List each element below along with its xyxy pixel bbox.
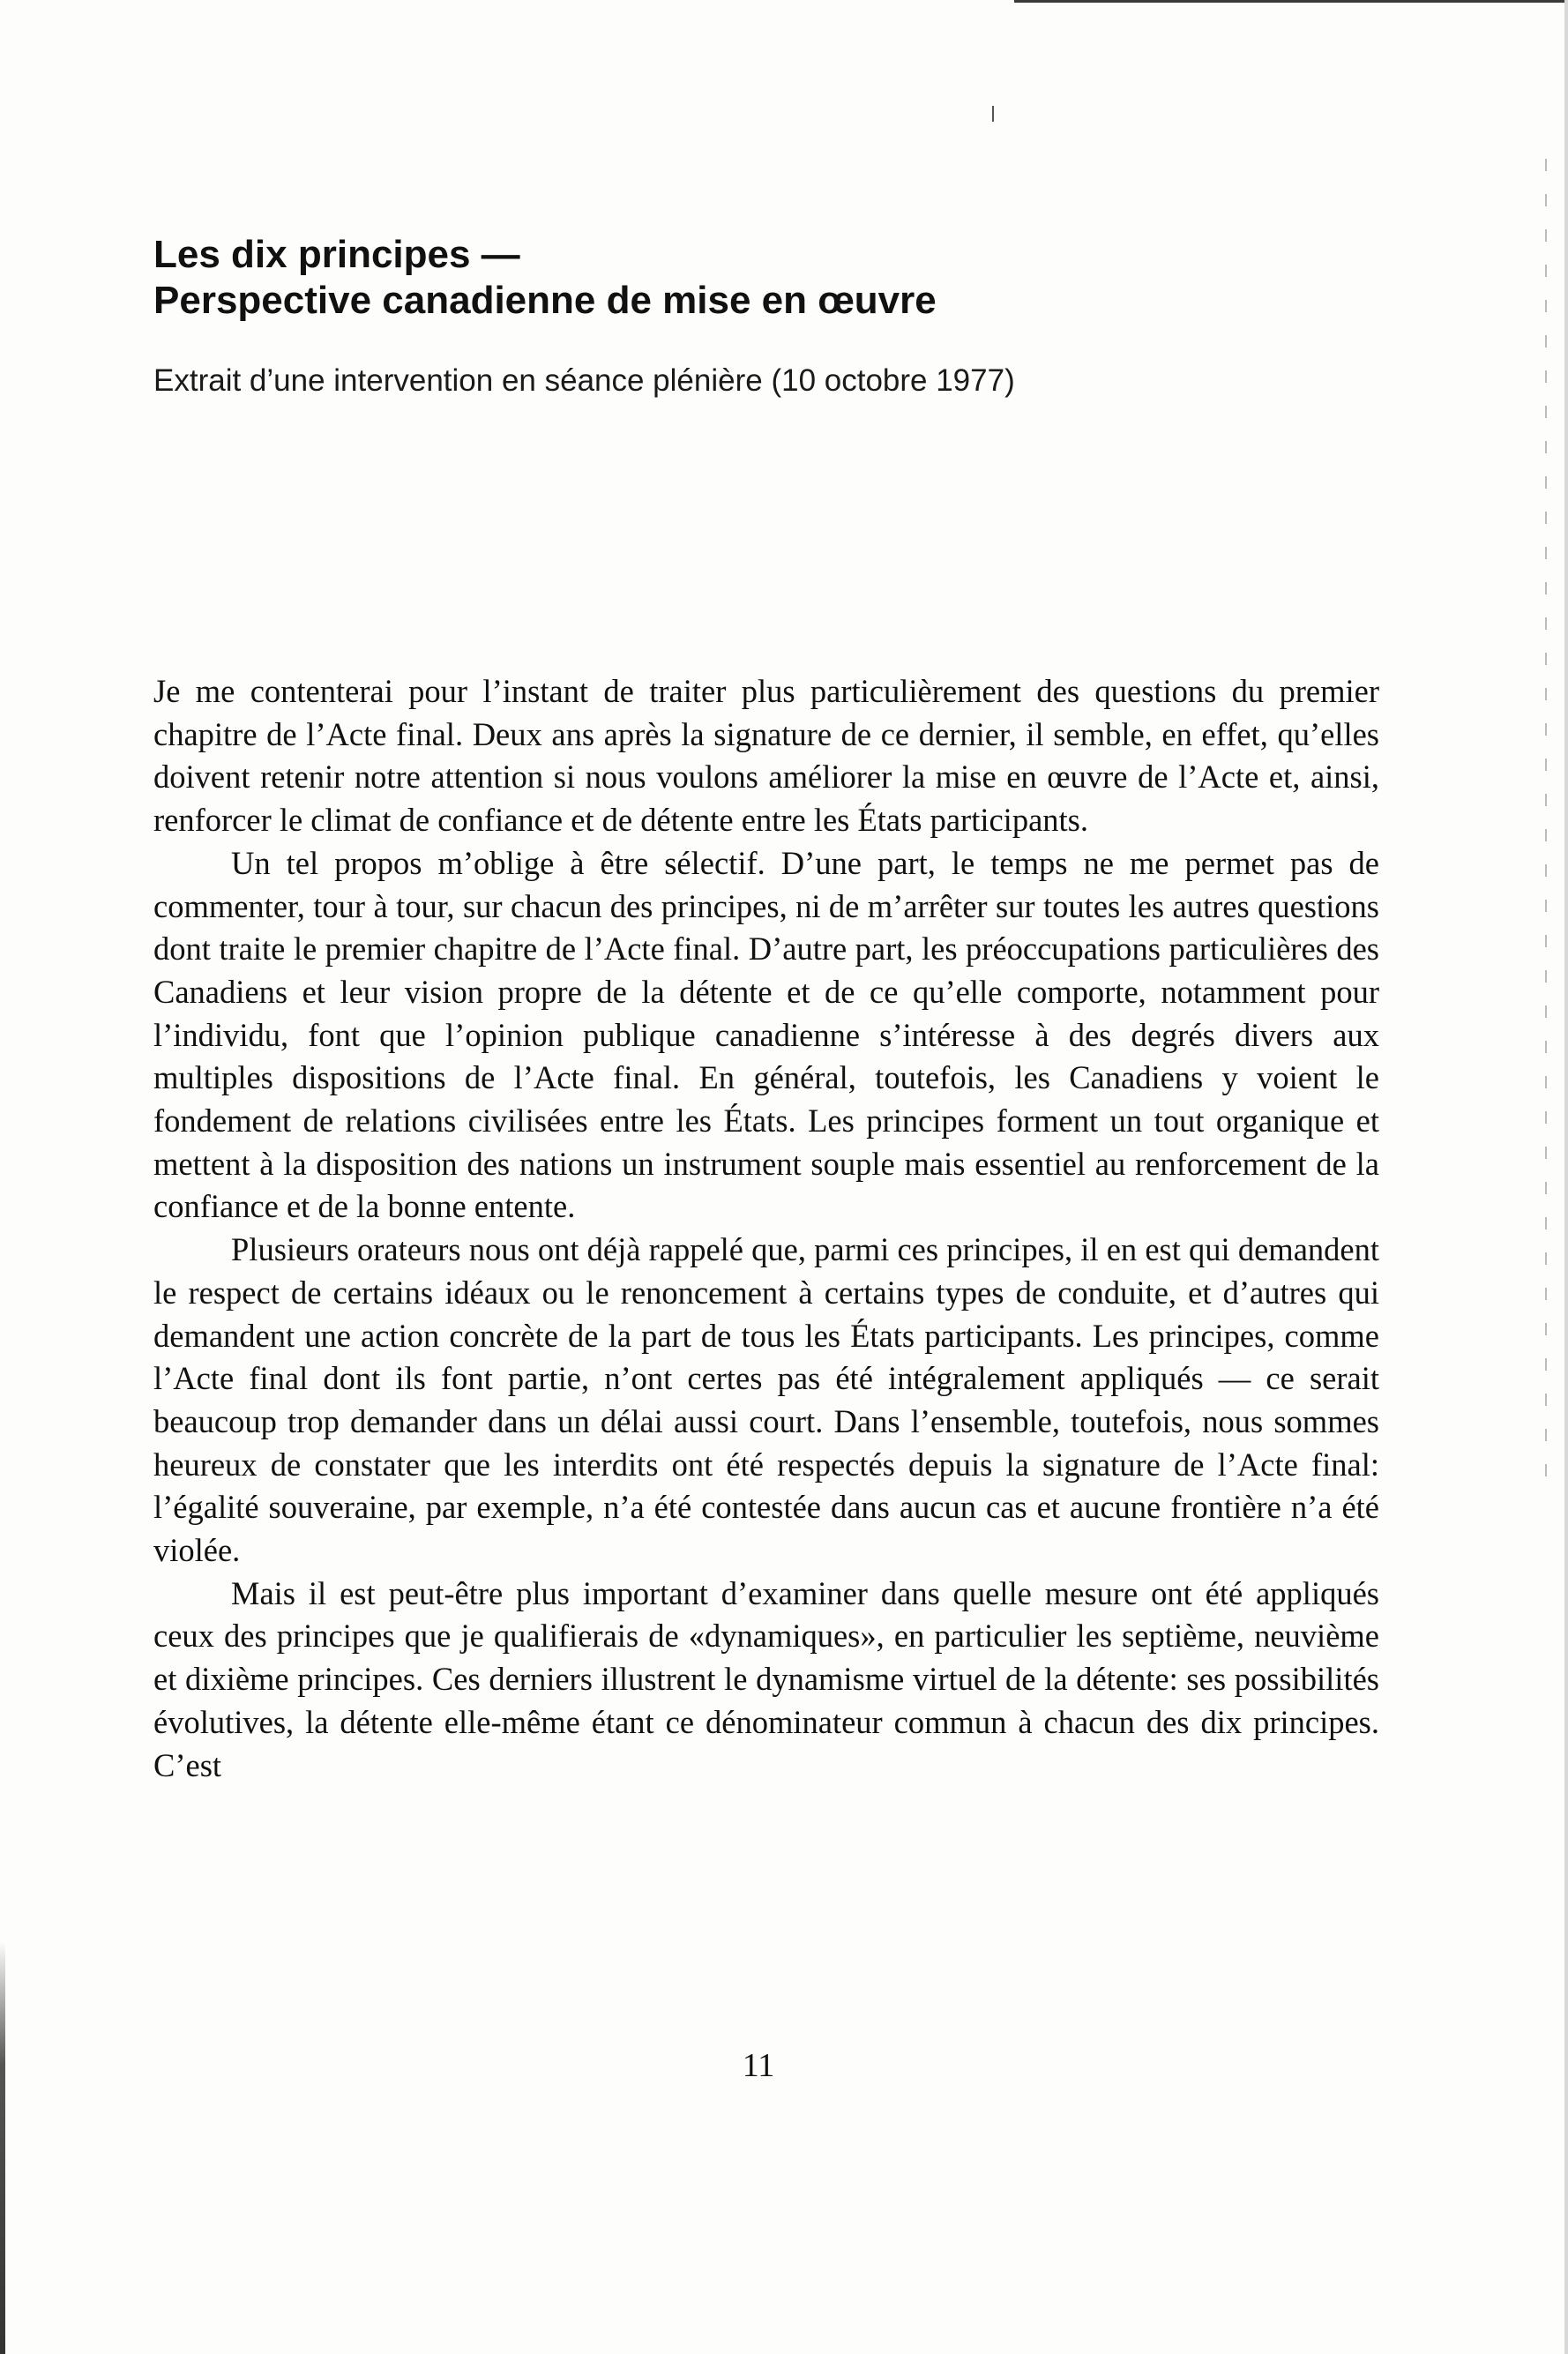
page-number: 11	[742, 2047, 775, 2084]
paragraph-3: Plusieurs orateurs nous ont déjà rappelé que, parmi ces principes, il en est qui demandent le respect de certains idéaux ou le renoncement à certains types de conduite, et d’autres qui demandent une action concrète de la part de tous les États participants. Les principes, comme l’Acte final dont ils font partie, n’ont certes pas été intégralement appliqués — ce serait beaucoup trop demander dans un délai aussi court. Dans l’ensemble, toutefois, nous sommes heureux de constater que les interdits ont été respectés depuis la signature de l’Acte final: l’égalité souveraine, par exemple, n’a été contestée dans aucun cas et aucune frontière n’a été violée.	[153, 1231, 1379, 1569]
scan-edge-top	[1014, 0, 1568, 3]
scan-mark	[992, 106, 994, 122]
paragraph-4: Mais il est peut-être plus important d’examiner dans quelle mesure ont été appliqués ceux des principes que je qualifierais de «dynamiques», en particulier les septième, neuvième et dixième principes. Ces derniers illustrent le dynamisme virtuel de la détente: ses possibilités évolutives, la détente elle-même étant ce dénominateur commun à chacun des dix principes. C’est	[153, 1574, 1379, 1783]
page-title	[153, 232, 937, 324]
scan-edge-right	[1564, 0, 1568, 2354]
paragraph-1: Je me contenterai pour l’instant de traiter plus particulièrement des questions du premier chapitre de l’Acte final. Deux ans après la signature de ce dernier, il semble, en effet, qu’elles doivent retenir notre attention si nous voulons améliorer la mise en œuvre de l’Acte et, ainsi, renforcer le climat de confiance et de détente entre les États participants.	[153, 673, 1379, 839]
body-text	[153, 670, 1379, 1787]
scan-dashes-right	[1545, 159, 1547, 1482]
subtitle: Extrait d’une intervention en séance plénière (10 octobre 1977)	[153, 363, 1015, 398]
title-line-2: Perspective canadienne de mise en œuvre	[153, 279, 937, 322]
scan-edge-left	[0, 1940, 5, 2354]
title-line-1: Les dix principes —	[153, 233, 520, 276]
paragraph-2: Un tel propos m’oblige à être sélectif. D’une part, le temps ne me permet pas de commenter, tour à tour, sur chacun des principes, ni de m’arrêter sur toutes les autres questions dont traite le premier chapitre de l’Acte final. D’autre part, les préoccupations particulières des Canadiens et leur vision propre de la détente et de ce qu’elle comporte, notamment pour l’individu, font que l’opinion publique canadienne s’intéresse à des degrés divers aux multiples dispositions de l’Acte final. En général, toutefois, les Canadiens y voient le fondement de relations civilisées entre les États. Les principes forment un tout organique et mettent à la disposition des nations un instrument souple mais essentiel au renforcement de la confiance et de la bonne entente.	[153, 844, 1379, 1225]
